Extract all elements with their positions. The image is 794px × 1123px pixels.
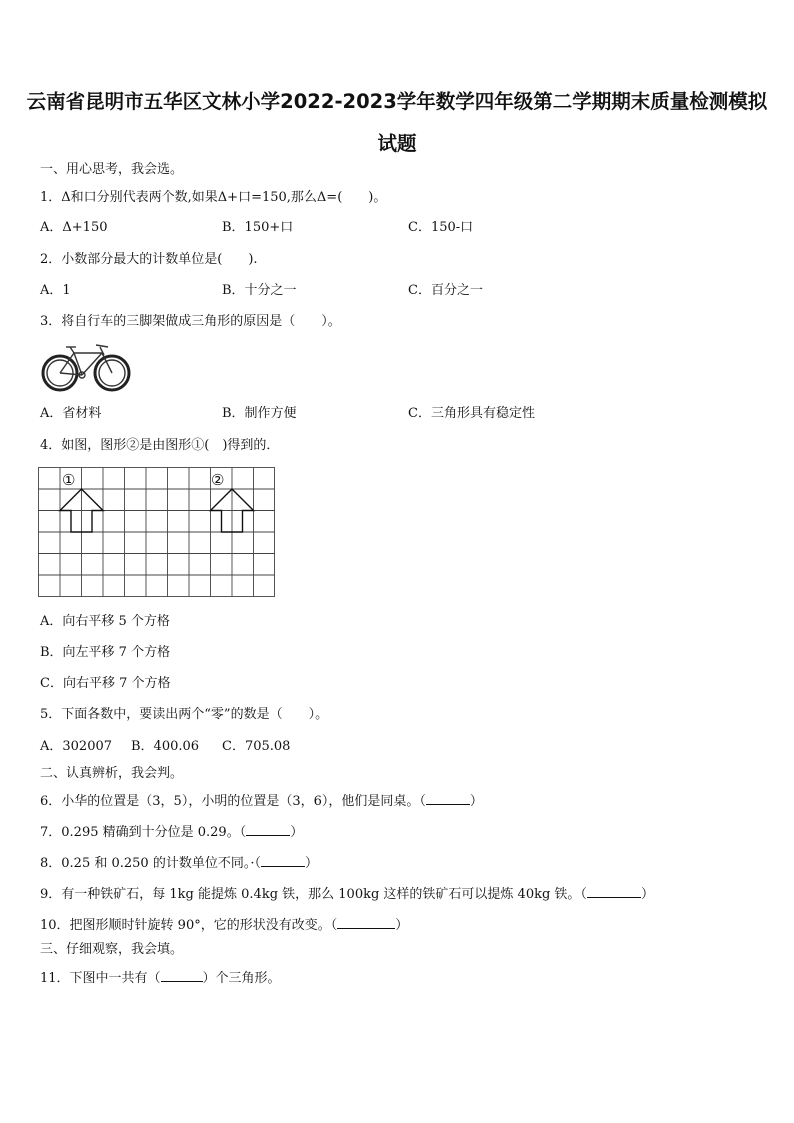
question-5-stem: 5．下面各数中，要读出两个“零”的数是（ ）。 <box>40 707 329 722</box>
question-1-option-b: B．150+口 <box>222 220 294 235</box>
section-heading-1: 一、用心思考，我会选。 <box>40 162 184 177</box>
question-9 <box>40 885 654 903</box>
question-3-option-c: C．三角形具有稳定性 <box>408 406 535 421</box>
question-5-option-a: A．302007 <box>40 739 113 754</box>
answer-blank[interactable] <box>337 916 395 929</box>
figure-label-2: ② <box>211 471 225 489</box>
question-10-text: 10．把图形顺时针旋转 90°，它的形状没有改变。（ <box>40 918 338 933</box>
question-6-text: 6．小华的位置是（3，5），小明的位置是（3，6），他们是同桌。（ <box>40 794 426 809</box>
question-10 <box>40 916 408 934</box>
question-3-option-b: B．制作方便 <box>222 406 297 421</box>
question-11-end: ）个三角形。 <box>202 971 281 986</box>
answer-blank[interactable] <box>246 823 290 836</box>
page-title-continued: 试题 <box>377 132 417 155</box>
question-1-stem: 1．Δ和口分别代表两个数,如果Δ+口=150,那么Δ=( )。 <box>40 190 387 205</box>
figure-label-1: ① <box>62 471 76 489</box>
section-heading-3: 三、仔细观察，我会填。 <box>40 942 184 957</box>
question-9-end: ） <box>640 887 654 902</box>
bicycle-image <box>40 339 132 395</box>
question-4-option-a: A．向右平移 5 个方格 <box>40 614 170 629</box>
question-8 <box>40 854 318 872</box>
question-7-text: 7．0.295 精确到十分位是 0.29。（ <box>40 825 247 840</box>
answer-blank[interactable] <box>161 969 203 982</box>
question-6 <box>40 792 483 810</box>
question-1-option-c: C．150-口 <box>408 220 474 235</box>
question-6-end: ） <box>469 794 483 809</box>
question-7-end: ） <box>290 825 304 840</box>
question-10-end: ） <box>395 918 409 933</box>
question-8-end: ） <box>304 856 318 871</box>
question-2-stem: 2．小数部分最大的计数单位是( ). <box>40 252 258 267</box>
question-2-option-c: C．百分之一 <box>408 283 483 298</box>
section-heading-2: 二、认真辨析，我会判。 <box>40 766 184 781</box>
question-11 <box>40 969 281 987</box>
page-title: 云南省昆明市五华区文林小学2022-2023学年数学四年级第二学期期末质量检测模拟 <box>26 90 768 113</box>
question-8-text: 8．0.25 和 0.250 的计数单位不同。·（ <box>40 856 261 871</box>
question-3-stem: 3．将自行车的三脚架做成三角形的原因是（ ）。 <box>40 314 341 329</box>
question-2-option-b: B．十分之一 <box>222 283 297 298</box>
answer-blank[interactable] <box>587 885 641 898</box>
answer-blank[interactable] <box>426 792 470 805</box>
answer-blank[interactable] <box>261 854 305 867</box>
question-7 <box>40 823 303 841</box>
question-2-option-a: A．1 <box>40 283 71 298</box>
question-5-option-b: B．400.06 <box>131 739 200 754</box>
question-5-option-c: C．705.08 <box>222 739 291 754</box>
question-9-text: 9．有一种铁矿石，每 1kg 能提炼 0.4kg 铁，那么 100kg 这样的铁矿石可以提炼 40kg 铁。（ <box>40 887 587 902</box>
question-4-option-b: B．向左平移 7 个方格 <box>40 645 171 660</box>
translation-grid-figure <box>38 467 278 599</box>
question-11-text: 11．下图中一共有（ <box>40 971 161 986</box>
question-4-option-c: C．向右平移 7 个方格 <box>40 676 171 691</box>
question-1-option-a: A．Δ+150 <box>40 220 108 235</box>
question-3-option-a: A．省材料 <box>40 406 102 421</box>
question-4-stem: 4．如图，图形②是由图形①( )得到的． <box>40 438 280 453</box>
